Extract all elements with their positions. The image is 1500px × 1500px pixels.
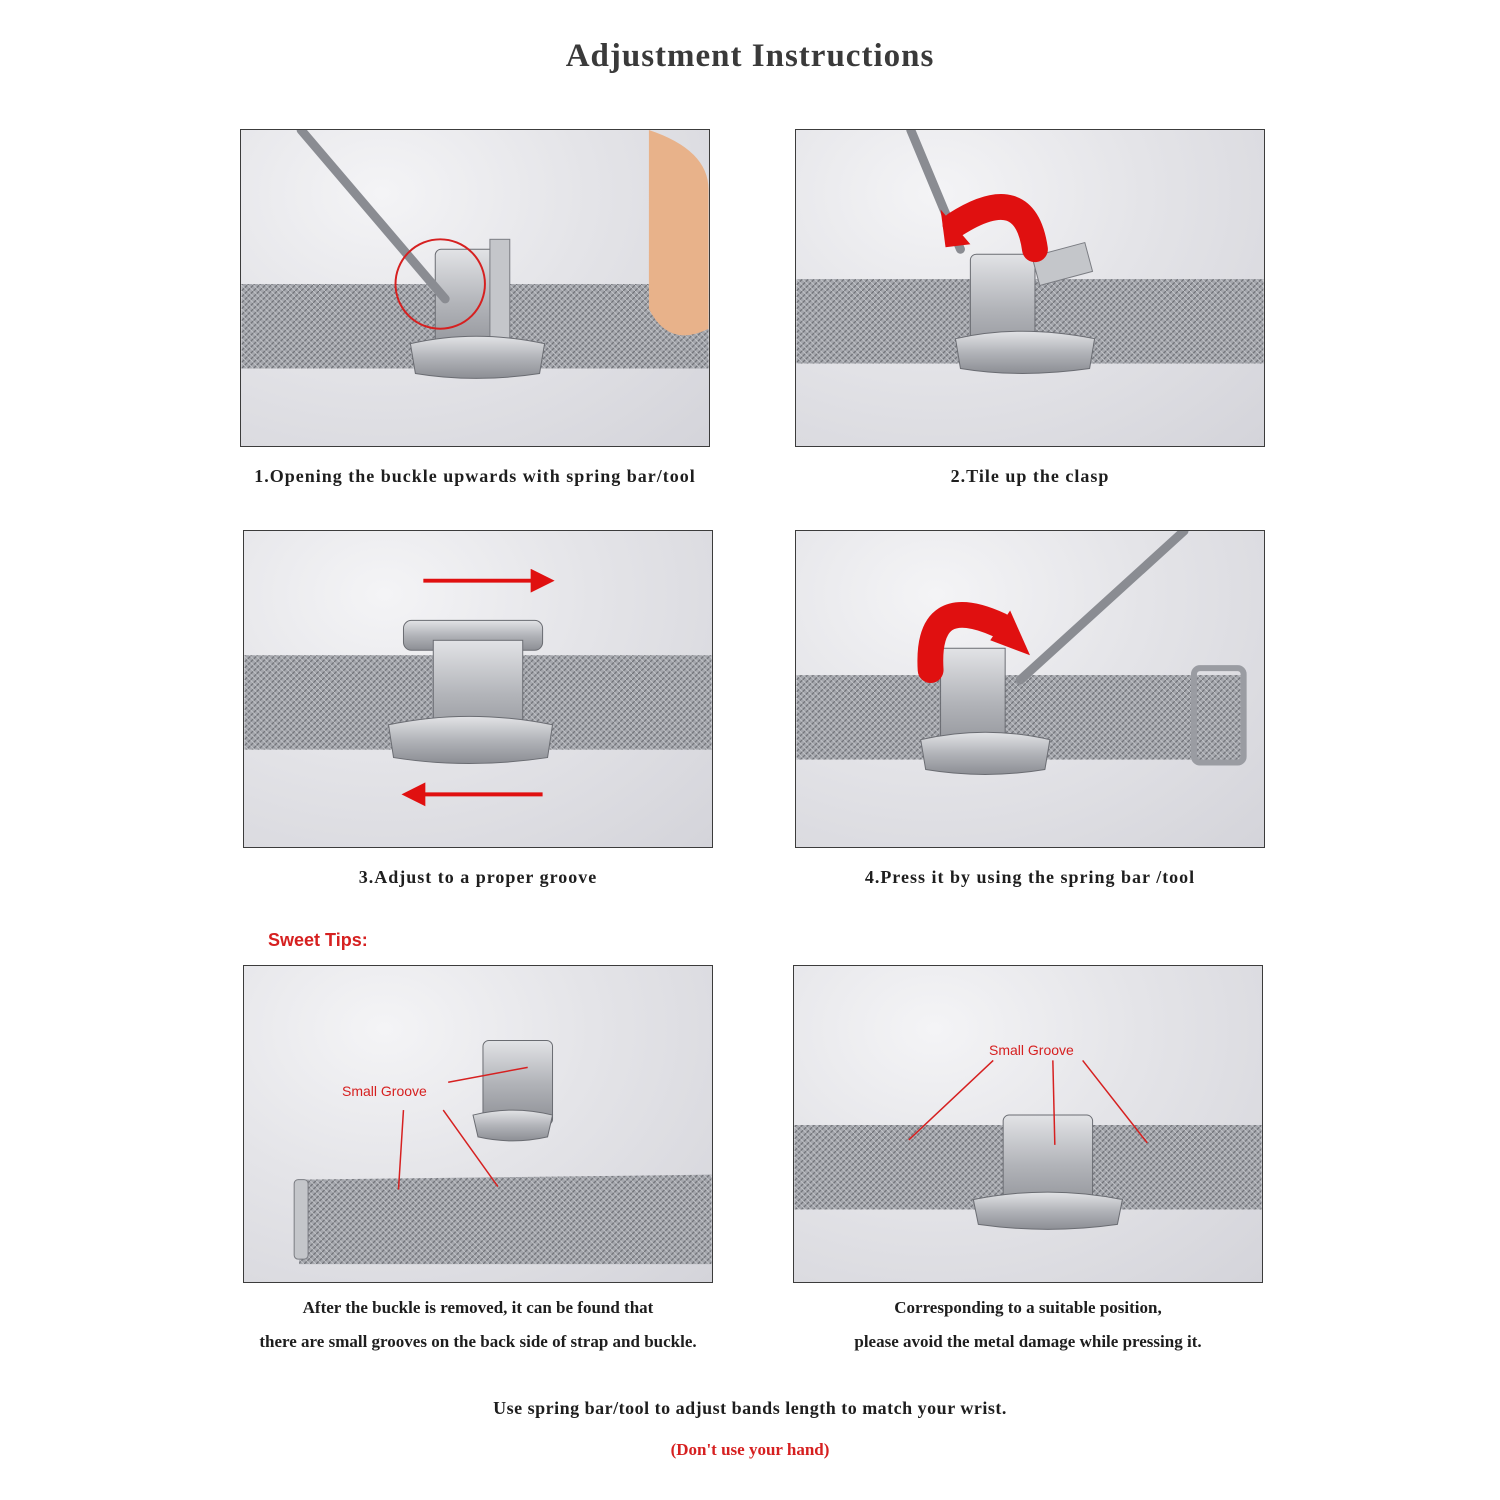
step-1-caption: 1.Opening the buckle upwards with spring bar/tool	[254, 466, 696, 486]
clasp-plate	[389, 716, 553, 763]
step-4-caption: 4.Press it by using the spring bar /tool	[864, 867, 1196, 887]
page-title: Adjustment Instructions	[565, 38, 935, 74]
pointer-line	[399, 1110, 404, 1189]
step-2-caption: 2.Tile up the clasp	[950, 466, 1110, 486]
tip-right-photo	[793, 965, 1263, 1283]
step-2-photo	[795, 129, 1265, 447]
tip-right-caption-line1: Corresponding to a suitable position,	[894, 1298, 1162, 1317]
step-4-photo	[795, 530, 1265, 848]
spring-bar-tool	[301, 130, 445, 299]
small-groove-label: Small Groove	[989, 1042, 1074, 1058]
footer-warning: (Don't use your hand)	[670, 1440, 830, 1459]
step-1-photo	[240, 129, 710, 447]
tip-right-caption-line2: please avoid the metal damage while pressing it.	[854, 1332, 1202, 1351]
spring-bar-tool	[1020, 531, 1184, 680]
footer-instruction: Use spring bar/tool to adjust bands length to match your wrist.	[493, 1398, 1007, 1418]
mesh-strap	[299, 1175, 711, 1264]
small-groove-label: Small Groove	[342, 1083, 427, 1099]
clasp-plate	[921, 732, 1050, 774]
clasp-plate	[973, 1192, 1122, 1229]
clasp-plate	[955, 331, 1094, 373]
tip-left-caption-line2: there are small grooves on the back side of strap and buckle.	[259, 1332, 697, 1351]
tip-left-caption-line1: After the buckle is removed, it can be found that	[302, 1298, 654, 1317]
finger	[649, 130, 709, 335]
sweet-tips-heading: Sweet Tips:	[268, 930, 368, 950]
tip-left-photo	[243, 965, 713, 1283]
clasp-plate	[410, 336, 544, 378]
step-3-photo	[243, 530, 713, 848]
step-3-caption: 3.Adjust to a proper groove	[358, 867, 598, 887]
